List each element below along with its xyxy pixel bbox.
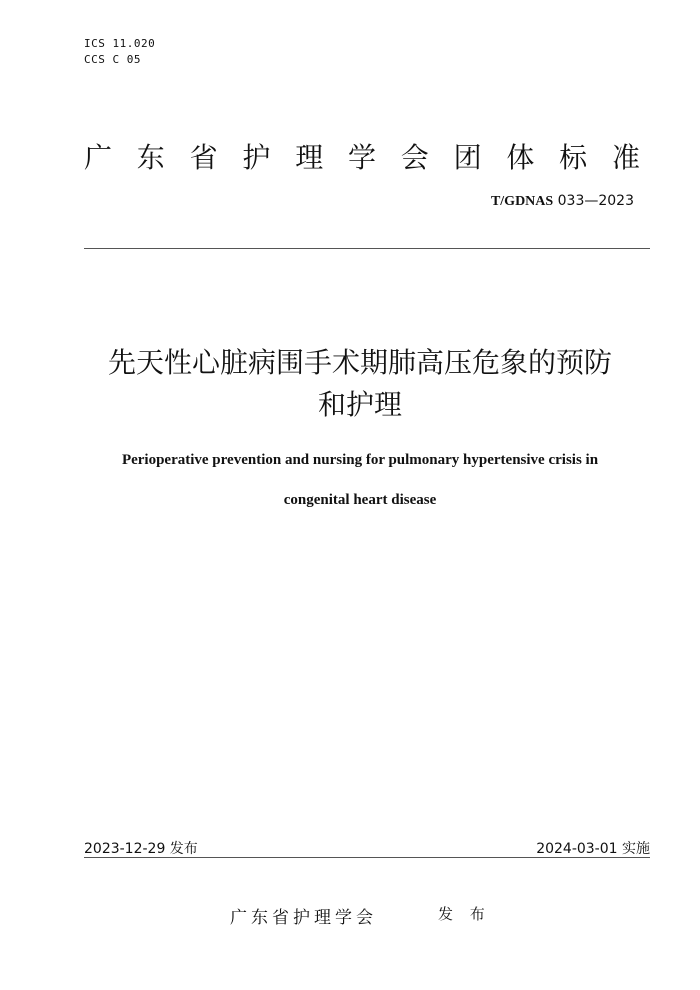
issue-date: 2023-12-29 发布 xyxy=(84,841,198,857)
org-title-char: 会 xyxy=(400,141,429,174)
org-title-char: 学 xyxy=(347,141,376,174)
publish-label: 发 布 xyxy=(438,905,491,923)
org-title-char: 广 xyxy=(84,141,113,174)
chinese-title-line1: 先天性心脏病围手术期肺高压危象的预防 xyxy=(107,346,612,379)
standard-number xyxy=(491,193,634,210)
org-title-char: 理 xyxy=(295,141,324,174)
footer-divider xyxy=(84,857,650,858)
chinese-title-line2: 和护理 xyxy=(317,388,402,421)
org-title-char: 省 xyxy=(189,141,218,174)
english-title xyxy=(70,452,650,532)
org-title-char: 团 xyxy=(453,141,482,174)
org-title-char: 东 xyxy=(136,141,165,174)
organization-standard-title xyxy=(84,136,640,176)
standard-prefix: T/GDNAS xyxy=(490,194,554,209)
english-title-line1: Perioperative prevention and nursing for pulmonary hypertensive crisis in xyxy=(121,452,599,468)
header-divider xyxy=(84,248,650,249)
org-title-char: 护 xyxy=(242,141,271,174)
org-title-char: 标 xyxy=(559,141,588,174)
publisher-name: 广东省护理学会 xyxy=(230,908,377,928)
chinese-title xyxy=(70,342,650,426)
org-title-char: 体 xyxy=(506,141,535,174)
english-title-line2: congenital heart disease xyxy=(283,492,437,508)
standard-code: 033—2023 xyxy=(557,193,634,209)
classification-codes xyxy=(84,36,155,68)
implementation-date: 2024-03-01 实施 xyxy=(536,841,650,857)
ccs-code: CCS C 05 xyxy=(84,53,141,66)
ics-code: ICS 11.020 xyxy=(84,37,156,50)
org-title-char: 准 xyxy=(611,141,640,174)
